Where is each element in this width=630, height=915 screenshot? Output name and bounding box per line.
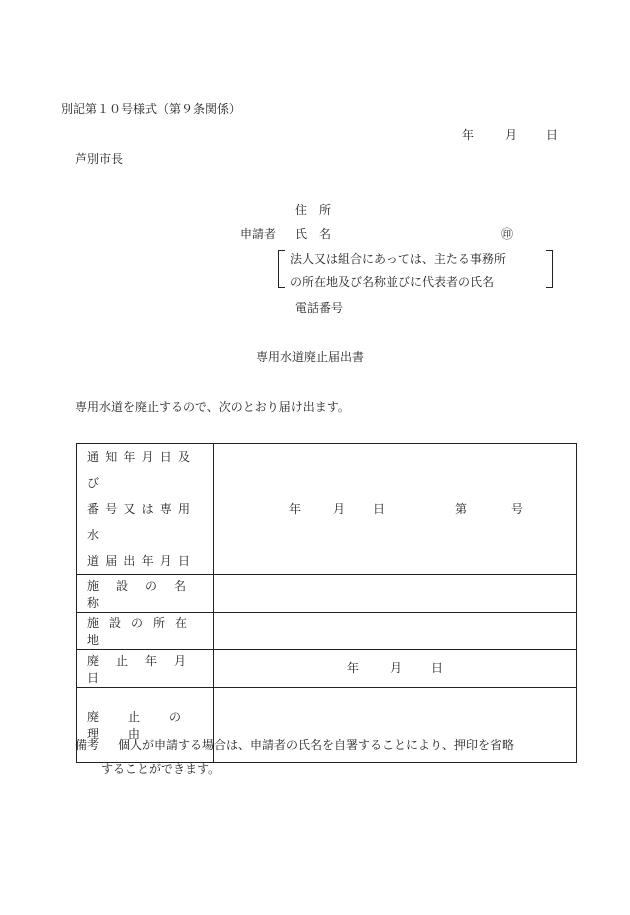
remarks-label: 備考: [75, 738, 100, 752]
table-row-abolition-date: [77, 650, 577, 688]
day-label: 日: [431, 661, 444, 675]
applicant-role-label: 申請者: [240, 227, 277, 241]
row-label: [77, 575, 214, 613]
remarks-line1: 個人が申請する場合は、申請者の氏名を自署することにより、押印を省略: [118, 738, 515, 752]
notification-date-number-field[interactable]: [214, 444, 577, 575]
intro-text: 専用水道を廃止するので、次のとおり届け出ます。: [75, 400, 350, 414]
notification-table: [76, 443, 577, 763]
corporate-note-line1: 法人又は組合にあっては、主たる事務所: [290, 252, 506, 266]
row-label: [77, 650, 214, 688]
facility-name-label: 施設の名称: [87, 578, 204, 610]
seal-mark: ㊞: [501, 227, 514, 241]
label-line: 通知年月日及び: [87, 450, 197, 490]
table-row-facility-location: [77, 613, 577, 650]
date-year-label: 年: [462, 128, 475, 142]
facility-location-label: 施設の所在地: [87, 616, 198, 647]
facility-name-field[interactable]: [214, 575, 577, 613]
year-label: 年: [289, 501, 302, 516]
month-label: 月: [390, 661, 403, 675]
label-line: 道届出年月日: [87, 554, 197, 568]
remarks-line2: することができます。: [101, 762, 221, 776]
table-row-notification: [77, 444, 577, 575]
year-label: 年: [347, 661, 360, 675]
number-suffix-label: 号: [511, 501, 524, 516]
facility-location-field[interactable]: [214, 613, 577, 650]
date-month-label: 月: [505, 128, 518, 142]
table-row-facility-name: [77, 575, 577, 613]
day-label: 日: [373, 501, 386, 516]
abolition-date-field[interactable]: [214, 650, 577, 688]
name-label: 氏 名: [295, 227, 332, 241]
label-line: 番号又は専用水: [87, 502, 197, 542]
form-number-header: 別記第１０号様式（第９条関係）: [61, 102, 242, 116]
number-prefix-label: 第: [455, 501, 468, 516]
note-bracket-left: [278, 250, 285, 288]
document-title: 専用水道廃止届出書: [256, 350, 365, 364]
row-label: [77, 613, 214, 650]
row-label: [77, 444, 214, 575]
abolition-reason-label: 廃止の理由: [87, 710, 211, 741]
phone-label: 電話番号: [295, 301, 344, 315]
addressee: 芦別市長: [75, 152, 124, 166]
corporate-note-line2: の所在地及び名称並びに代表者の氏名: [290, 275, 495, 289]
address-label: 住 所: [295, 203, 332, 217]
note-bracket-right: [546, 250, 553, 288]
date-day-label: 日: [546, 128, 559, 142]
abolition-date-label: 廃止年月日: [87, 653, 204, 685]
month-label: 月: [333, 501, 346, 516]
